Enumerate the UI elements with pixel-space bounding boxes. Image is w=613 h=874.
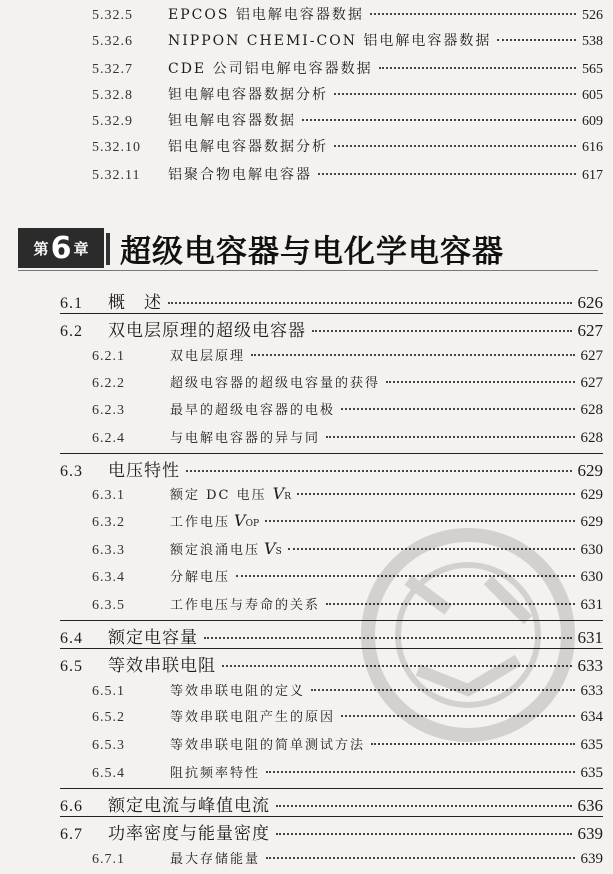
voltage-symbol: V <box>272 484 285 503</box>
dot-leader <box>326 436 574 438</box>
dot-leader <box>265 520 574 522</box>
dot-leader <box>312 330 572 332</box>
dot-leader <box>204 637 572 639</box>
dot-leader <box>311 689 574 691</box>
chapter-number-badge <box>18 228 104 268</box>
entry-number: 5.32.8 <box>92 88 133 103</box>
chapter-suffix: 章 <box>73 239 89 258</box>
subsection-page: 630 <box>580 542 603 558</box>
chapter-number: 6 <box>50 230 72 266</box>
toc-subsection <box>92 762 603 782</box>
entry-number: 5.32.11 <box>92 168 141 183</box>
subsection-number: 6.2.1 <box>92 349 125 364</box>
chapter-prefix: 第 <box>33 239 49 258</box>
dot-leader <box>251 354 574 356</box>
subsection-number: 6.5.3 <box>92 738 125 753</box>
section-rule <box>60 648 603 649</box>
subsection-number: 6.7.1 <box>92 852 125 867</box>
toc-entry <box>92 136 603 156</box>
toc-subsection <box>92 484 603 504</box>
entry-page: 609 <box>582 114 603 129</box>
chapter-title: 超级电容器与电化学电容器 <box>120 234 504 270</box>
voltage-symbol: V <box>264 539 276 558</box>
dot-leader <box>334 145 576 147</box>
toc-entry <box>92 110 603 130</box>
subsection-title: 额定浪涌电压 <box>170 543 261 558</box>
subsection-title: 最大存储能量 <box>170 852 261 867</box>
entry-page: 526 <box>582 8 603 23</box>
toc-entry <box>92 58 603 78</box>
section-title: 功率密度与能量密度 <box>108 824 270 844</box>
section-number: 6.7 <box>60 826 83 843</box>
subsection-title: 阻抗频率特性 <box>170 766 261 781</box>
dot-leader <box>326 603 574 605</box>
entry-number: 5.32.5 <box>92 8 133 23</box>
toc-subsection <box>92 706 603 726</box>
toc-subsection <box>92 539 603 559</box>
subsection-number: 6.3.3 <box>92 543 125 558</box>
section-page: 627 <box>577 321 603 340</box>
subsection-title: 工作电压 <box>170 515 231 530</box>
toc-subsection <box>92 680 603 700</box>
entry-page: 617 <box>582 168 603 183</box>
section-title: 额定电容量 <box>108 628 198 648</box>
dot-leader <box>341 715 574 717</box>
section-page: 631 <box>577 628 603 647</box>
subsection-number: 6.5.4 <box>92 766 125 781</box>
subsection-page: 633 <box>580 683 603 699</box>
entry-page: 605 <box>582 88 603 103</box>
subsection-page: 635 <box>580 737 603 753</box>
subsection-title: 等效串联电阻的简单测试方法 <box>170 738 366 753</box>
subsection-page: 627 <box>580 348 603 364</box>
section-title: 等效串联电阻 <box>108 656 216 676</box>
section-rule <box>60 788 603 789</box>
toc-section <box>60 791 603 816</box>
section-number: 6.4 <box>60 630 83 647</box>
entry-page: 538 <box>582 34 603 49</box>
toc-section <box>60 456 603 481</box>
dot-leader <box>379 67 576 69</box>
section-page: 626 <box>577 293 603 312</box>
section-number: 6.6 <box>60 798 83 815</box>
section-title: 额定电流与峰值电流 <box>108 796 270 816</box>
section-page: 633 <box>577 656 603 675</box>
subsection-number: 6.2.2 <box>92 376 125 391</box>
subsection-page: 634 <box>580 709 603 725</box>
entry-title: 钽电解电容器数据 <box>168 113 296 129</box>
toc-subsection <box>92 399 603 419</box>
subsection-page: 629 <box>580 514 603 530</box>
subsection-page: 628 <box>580 430 603 446</box>
section-rule <box>60 620 603 621</box>
toc-subsection <box>92 511 603 531</box>
subsection-title: 额定 DC 电压 <box>170 488 267 503</box>
subsection-page: 630 <box>580 569 603 585</box>
section-page: 636 <box>577 796 603 815</box>
dot-leader <box>371 743 574 745</box>
section-rule <box>60 313 603 314</box>
dot-leader <box>266 857 574 859</box>
dot-leader <box>266 771 574 773</box>
toc-section <box>60 651 603 676</box>
section-number: 6.1 <box>60 295 83 312</box>
subsection-page: 627 <box>580 375 603 391</box>
entry-title: CDE 公司铝电解电容器数据 <box>168 61 373 77</box>
entry-page: 616 <box>582 140 603 155</box>
dot-leader <box>386 381 574 383</box>
section-title: 电压特性 <box>108 461 180 481</box>
subsection-page: 639 <box>580 851 603 867</box>
toc-entry <box>92 84 603 104</box>
dot-leader <box>297 493 575 495</box>
dot-leader <box>168 302 572 304</box>
entry-page: 565 <box>582 62 603 77</box>
section-number: 6.3 <box>60 463 83 480</box>
toc-subsection <box>92 848 603 868</box>
toc-entry <box>92 164 603 184</box>
dot-leader <box>288 548 575 550</box>
subsection-title: 与电解电容器的异与同 <box>170 431 321 446</box>
dot-leader <box>276 833 572 835</box>
toc-entry <box>92 4 603 24</box>
toc-entry <box>92 30 603 50</box>
section-number: 6.2 <box>60 323 83 340</box>
entry-title: 铝电解电容器数据分析 <box>168 139 328 155</box>
toc-section <box>60 623 603 648</box>
section-title: 双电层原理的超级电容器 <box>108 321 306 341</box>
entry-title: 钽电解电容器数据分析 <box>168 87 328 103</box>
section-page: 629 <box>577 461 603 480</box>
subsection-page: 628 <box>580 402 603 418</box>
dot-leader <box>341 408 574 410</box>
subsection-title: 工作电压与寿命的关系 <box>170 598 321 613</box>
subsection-title: 等效串联电阻的定义 <box>170 684 306 699</box>
section-number: 6.5 <box>60 658 83 675</box>
toc-section <box>60 819 603 844</box>
subsection-page: 635 <box>580 765 603 781</box>
dot-leader <box>236 575 574 577</box>
voltage-subscript: OP <box>245 519 260 529</box>
subsection-title: 最早的超级电容器的电极 <box>170 403 336 418</box>
subsection-number: 6.3.4 <box>92 570 125 585</box>
subsection-title: 分解电压 <box>170 570 231 585</box>
subsection-title: 超级电容器的超级电容量的获得 <box>170 376 381 391</box>
toc-section <box>60 316 603 341</box>
subsection-page: 629 <box>580 487 603 503</box>
dot-leader <box>222 665 572 667</box>
subsection-number: 6.3.5 <box>92 598 125 613</box>
chapter-divider <box>106 233 110 265</box>
subsection-number: 6.3.2 <box>92 515 125 530</box>
subsection-title: 等效串联电阻产生的原因 <box>170 710 336 725</box>
subsection-number: 6.2.4 <box>92 431 125 446</box>
entry-title: 铝聚合物电解电容器 <box>168 167 312 183</box>
subsection-page: 631 <box>580 597 603 613</box>
dot-leader <box>186 470 572 472</box>
entry-number: 5.32.6 <box>92 34 133 49</box>
section-title: 概 述 <box>108 293 162 313</box>
toc-subsection <box>92 566 603 586</box>
subsection-title: 双电层原理 <box>170 349 246 364</box>
toc-subsection <box>92 372 603 392</box>
dot-leader <box>370 13 576 15</box>
entry-title: NIPPON CHEMI-CON 铝电解电容器数据 <box>168 33 492 49</box>
subsection-number: 6.5.2 <box>92 710 125 725</box>
dot-leader <box>302 119 576 121</box>
section-rule <box>60 453 603 454</box>
toc-section <box>60 288 603 313</box>
dot-leader <box>318 173 576 175</box>
section-rule <box>60 816 603 817</box>
toc-subsection <box>92 427 603 447</box>
voltage-symbol: V <box>234 511 246 530</box>
subsection-number: 6.3.1 <box>92 488 125 503</box>
entry-number: 5.32.10 <box>92 140 141 155</box>
subsection-number: 6.2.3 <box>92 403 125 418</box>
dot-leader <box>276 805 572 807</box>
subsection-number: 6.5.1 <box>92 684 125 699</box>
section-page: 639 <box>577 824 603 843</box>
voltage-subscript: S <box>275 547 282 557</box>
entry-title: EPCOS 铝电解电容器数据 <box>168 7 364 23</box>
entry-number: 5.32.7 <box>92 62 133 77</box>
toc-subsection <box>92 734 603 754</box>
entry-number: 5.32.9 <box>92 114 133 129</box>
dot-leader <box>334 93 576 95</box>
toc-subsection <box>92 594 603 614</box>
dot-leader <box>497 39 576 41</box>
toc-subsection <box>92 345 603 365</box>
voltage-subscript: R <box>284 492 291 502</box>
